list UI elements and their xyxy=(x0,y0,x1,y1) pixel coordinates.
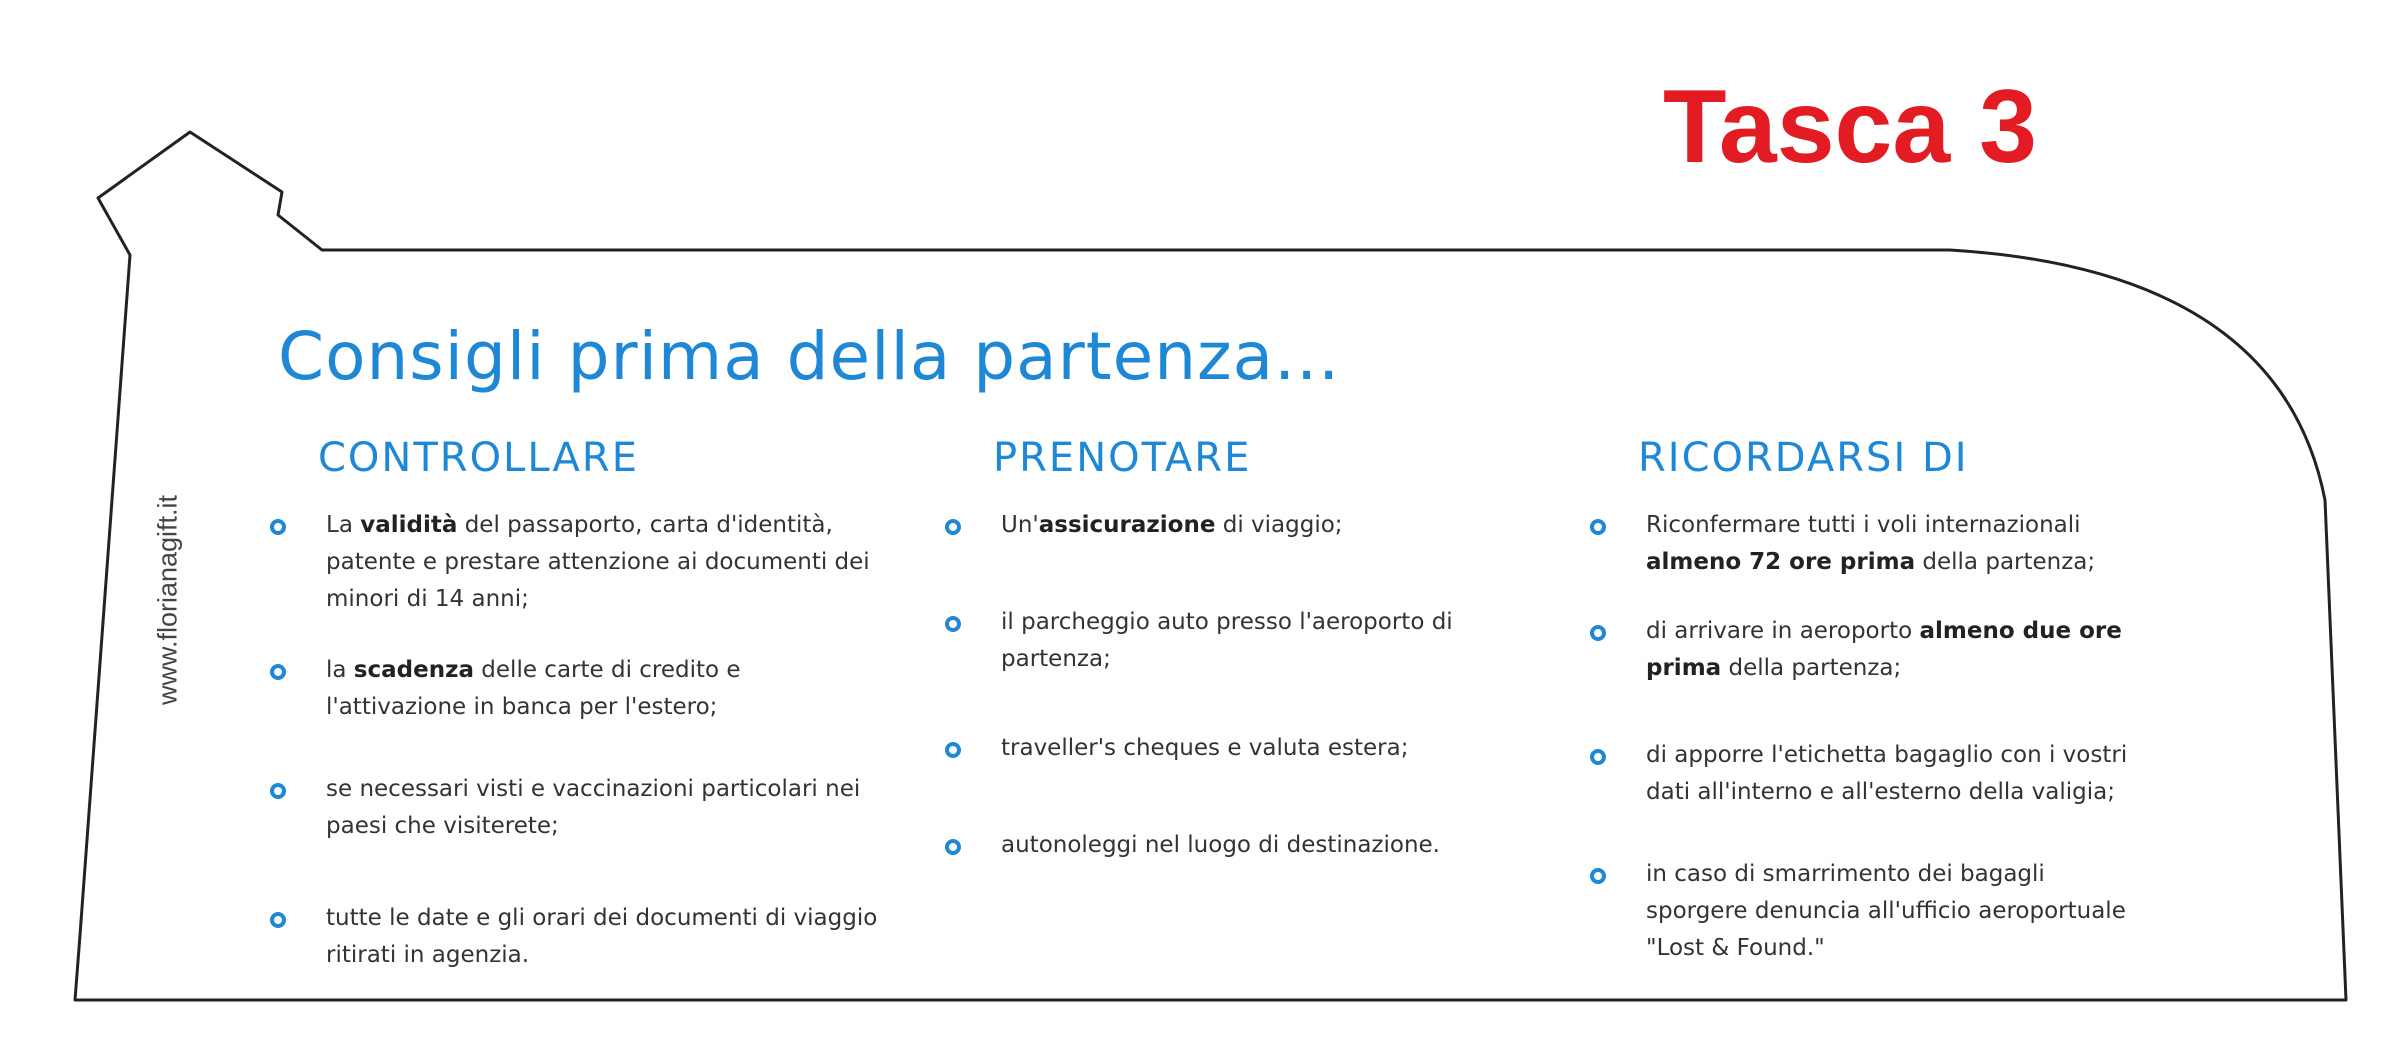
section-heading: PRENOTARE xyxy=(993,435,1252,481)
bullet-circle-icon xyxy=(1590,625,1606,641)
bullet-circle-icon xyxy=(945,616,961,632)
list-item xyxy=(945,507,1535,544)
tasca-label: Tasca 3 xyxy=(1663,69,2037,185)
text: Riconfermare tutti i voli internazionali xyxy=(1646,512,2081,538)
list-item xyxy=(1590,737,2150,811)
text: La xyxy=(326,512,361,538)
text: tutte le date e gli orari dei documenti di viaggio ritirati in agenzia. xyxy=(326,905,878,968)
list-item xyxy=(270,900,880,974)
text: di apporre l'etichetta bagaglio con i vostri dati all'interno e all'esterno della valigia; xyxy=(1646,742,2128,805)
bullet-circle-icon xyxy=(270,664,286,680)
text: delle carte di credito e l'attivazione in banca per l'estero; xyxy=(326,657,741,720)
text: della partenza; xyxy=(1915,549,2096,575)
text: autonoleggi nel luogo di destinazione. xyxy=(1001,832,1440,858)
bullet-circle-icon xyxy=(270,912,286,928)
bold-text: almeno due ore prima xyxy=(1646,618,2122,681)
list-item xyxy=(1590,613,2150,687)
list-item xyxy=(270,771,880,845)
bullet-circle-icon xyxy=(1590,868,1606,884)
text: del passaporto, carta d'identità, patente e prestare attenzione ai documenti dei minori di 14 anni; xyxy=(326,512,870,612)
section-prenotare xyxy=(945,435,1535,864)
website-label: www.florianagift.it xyxy=(152,494,183,706)
bullet-circle-icon xyxy=(945,742,961,758)
bold-text: scadenza xyxy=(353,657,474,683)
bullet-circle-icon xyxy=(270,519,286,535)
text: della partenza; xyxy=(1721,655,1902,681)
text: se necessari visti e vaccinazioni particolari nei paesi che visiterete; xyxy=(326,776,861,839)
text: traveller's cheques e valuta estera; xyxy=(1001,735,1409,761)
bullet-circle-icon xyxy=(1590,749,1606,765)
section-heading: CONTROLLARE xyxy=(318,435,639,481)
text: Un' xyxy=(1001,512,1039,538)
text: di viaggio; xyxy=(1215,512,1343,538)
list-item xyxy=(1590,507,2150,581)
list-item xyxy=(945,827,1535,864)
text: il parcheggio auto presso l'aeroporto di partenza; xyxy=(1001,609,1453,672)
section-controllare xyxy=(270,435,880,974)
bullet-circle-icon xyxy=(270,783,286,799)
text: in caso di smarrimento dei bagagli sporgere denuncia all'ufficio aeroportuale "Lost & Found." xyxy=(1646,861,2126,961)
list-item xyxy=(945,604,1535,678)
card-title: Consigli prima della partenza... xyxy=(278,318,1341,395)
text: la xyxy=(326,657,354,683)
list-item xyxy=(1590,856,2150,967)
bold-text: assicurazione xyxy=(1038,512,1216,538)
bullet-circle-icon xyxy=(945,839,961,855)
section-heading: RICORDARSI DI xyxy=(1638,435,1969,481)
bullet-circle-icon xyxy=(945,519,961,535)
bullet-list xyxy=(945,507,1535,864)
bold-text: validità xyxy=(360,512,458,538)
bullet-list xyxy=(1590,507,2150,967)
bold-text: almeno 72 ore prima xyxy=(1646,549,1916,575)
list-item xyxy=(270,507,880,618)
bullet-circle-icon xyxy=(1590,519,1606,535)
list-item xyxy=(270,652,880,726)
list-item xyxy=(945,730,1535,767)
bullet-list xyxy=(270,507,880,974)
text: di arrivare in aeroporto xyxy=(1646,618,1920,644)
section-ricordarsi-di xyxy=(1590,435,2150,967)
